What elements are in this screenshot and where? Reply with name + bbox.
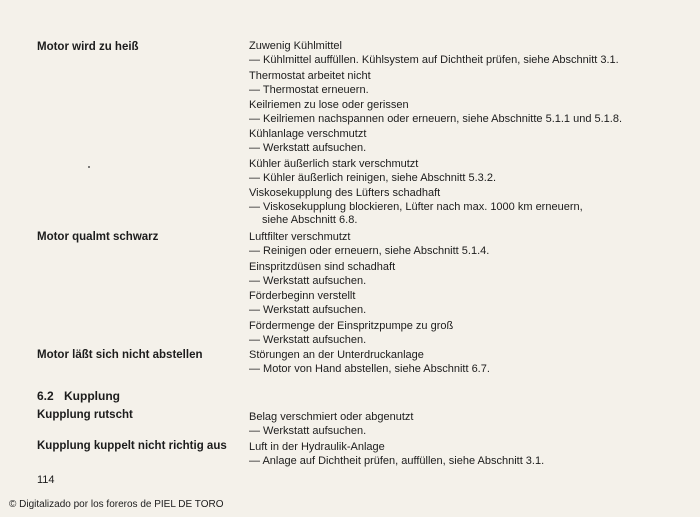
- page-number: 114: [37, 474, 55, 486]
- cause-remedy: — Reinigen oder erneuern, siehe Abschnitt 5.1.4.: [249, 244, 490, 257]
- cause-remedy: — Werkstatt aufsuchen.: [249, 424, 367, 437]
- symptom-clutch-disengage: Kupplung kuppelt nicht richtig aus: [37, 440, 227, 452]
- cause-radiator-dirty: [249, 158, 496, 185]
- footer-credit: © Digitalizado por los foreros de PIEL DE TORO: [9, 499, 224, 510]
- cause-lining: [249, 411, 413, 438]
- section-number: 6.2: [37, 389, 54, 403]
- cause-remedy: — Thermostat erneuern.: [249, 83, 369, 96]
- cause-cooling-dirty: [249, 128, 366, 155]
- cause-title: Förderbeginn verstellt: [249, 290, 356, 302]
- cause-title: Viskosekupplung des Lüfters schadhaft: [249, 187, 441, 199]
- cause-remedy: — Keilriemen nachspannen oder erneuern, siehe Abschnitte 5.1.1 und 5.1.8.: [249, 112, 623, 125]
- cause-title: Fördermenge der Einspritzpumpe zu groß: [249, 320, 454, 332]
- symptom-overheating: Motor wird zu heiß: [37, 41, 139, 53]
- cause-title: Zuwenig Kühlmittel: [249, 40, 342, 52]
- cause-remedy: — Werkstatt aufsuchen.: [249, 303, 367, 316]
- symptom-clutch-slips: Kupplung rutscht: [37, 409, 133, 421]
- cause-title: Thermostat arbeitet nicht: [249, 70, 371, 82]
- cause-remedy: — Kühler äußerlich reinigen, siehe Abschnitt 5.3.2.: [249, 171, 497, 184]
- cause-remedy-cont: siehe Abschnitt 6.8.: [262, 214, 358, 226]
- symptom-black-smoke: Motor qualmt schwarz: [37, 231, 159, 243]
- cause-remedy: — Werkstatt aufsuchen.: [249, 274, 367, 287]
- cause-title: Störungen an der Unterdruckanlage: [249, 349, 424, 361]
- section-title: Kupplung: [64, 389, 120, 403]
- cause-pump-quantity: [249, 320, 453, 347]
- cause-visco-clutch: [249, 187, 583, 228]
- cause-remedy: — Viskosekupplung blockieren, Lüfter nach max. 1000 km erneuern,: [249, 200, 583, 213]
- cause-title: Luft in der Hydraulik-Anlage: [249, 441, 385, 453]
- cause-remedy: — Werkstatt aufsuchen.: [249, 333, 367, 346]
- cause-remedy: — Kühlmittel auffüllen. Kühlsystem auf Dichtheit prüfen, siehe Abschnitt 3.1.: [249, 53, 619, 66]
- cause-injectors: [249, 261, 395, 288]
- cause-vacuum: [249, 349, 490, 376]
- cause-vbelt: [249, 99, 622, 126]
- section-heading: [37, 389, 120, 403]
- cause-remedy: — Werkstatt aufsuchen.: [249, 141, 367, 154]
- cause-remedy: — Motor von Hand abstellen, siehe Abschnitt 6.7.: [249, 362, 490, 375]
- cause-title: Keilriemen zu lose oder gerissen: [249, 99, 409, 111]
- speck: [88, 166, 90, 168]
- cause-title: Kühlanlage verschmutzt: [249, 128, 367, 140]
- cause-title: Belag verschmiert oder abgenutzt: [249, 411, 414, 423]
- cause-remedy: — Anlage auf Dichtheit prüfen, auffüllen, siehe Abschnitt 3.1.: [249, 454, 545, 467]
- cause-title: Einspritzdüsen sind schadhaft: [249, 261, 396, 273]
- symptom-wont-stop: Motor läßt sich nicht abstellen: [37, 349, 203, 361]
- cause-air-filter: [249, 231, 489, 258]
- cause-hydraulic-air: [249, 441, 544, 468]
- cause-coolant-low: [249, 40, 619, 67]
- cause-timing: [249, 290, 366, 317]
- cause-title: Kühler äußerlich stark verschmutzt: [249, 158, 419, 170]
- cause-thermostat: [249, 70, 371, 97]
- cause-title: Luftfilter verschmutzt: [249, 231, 351, 243]
